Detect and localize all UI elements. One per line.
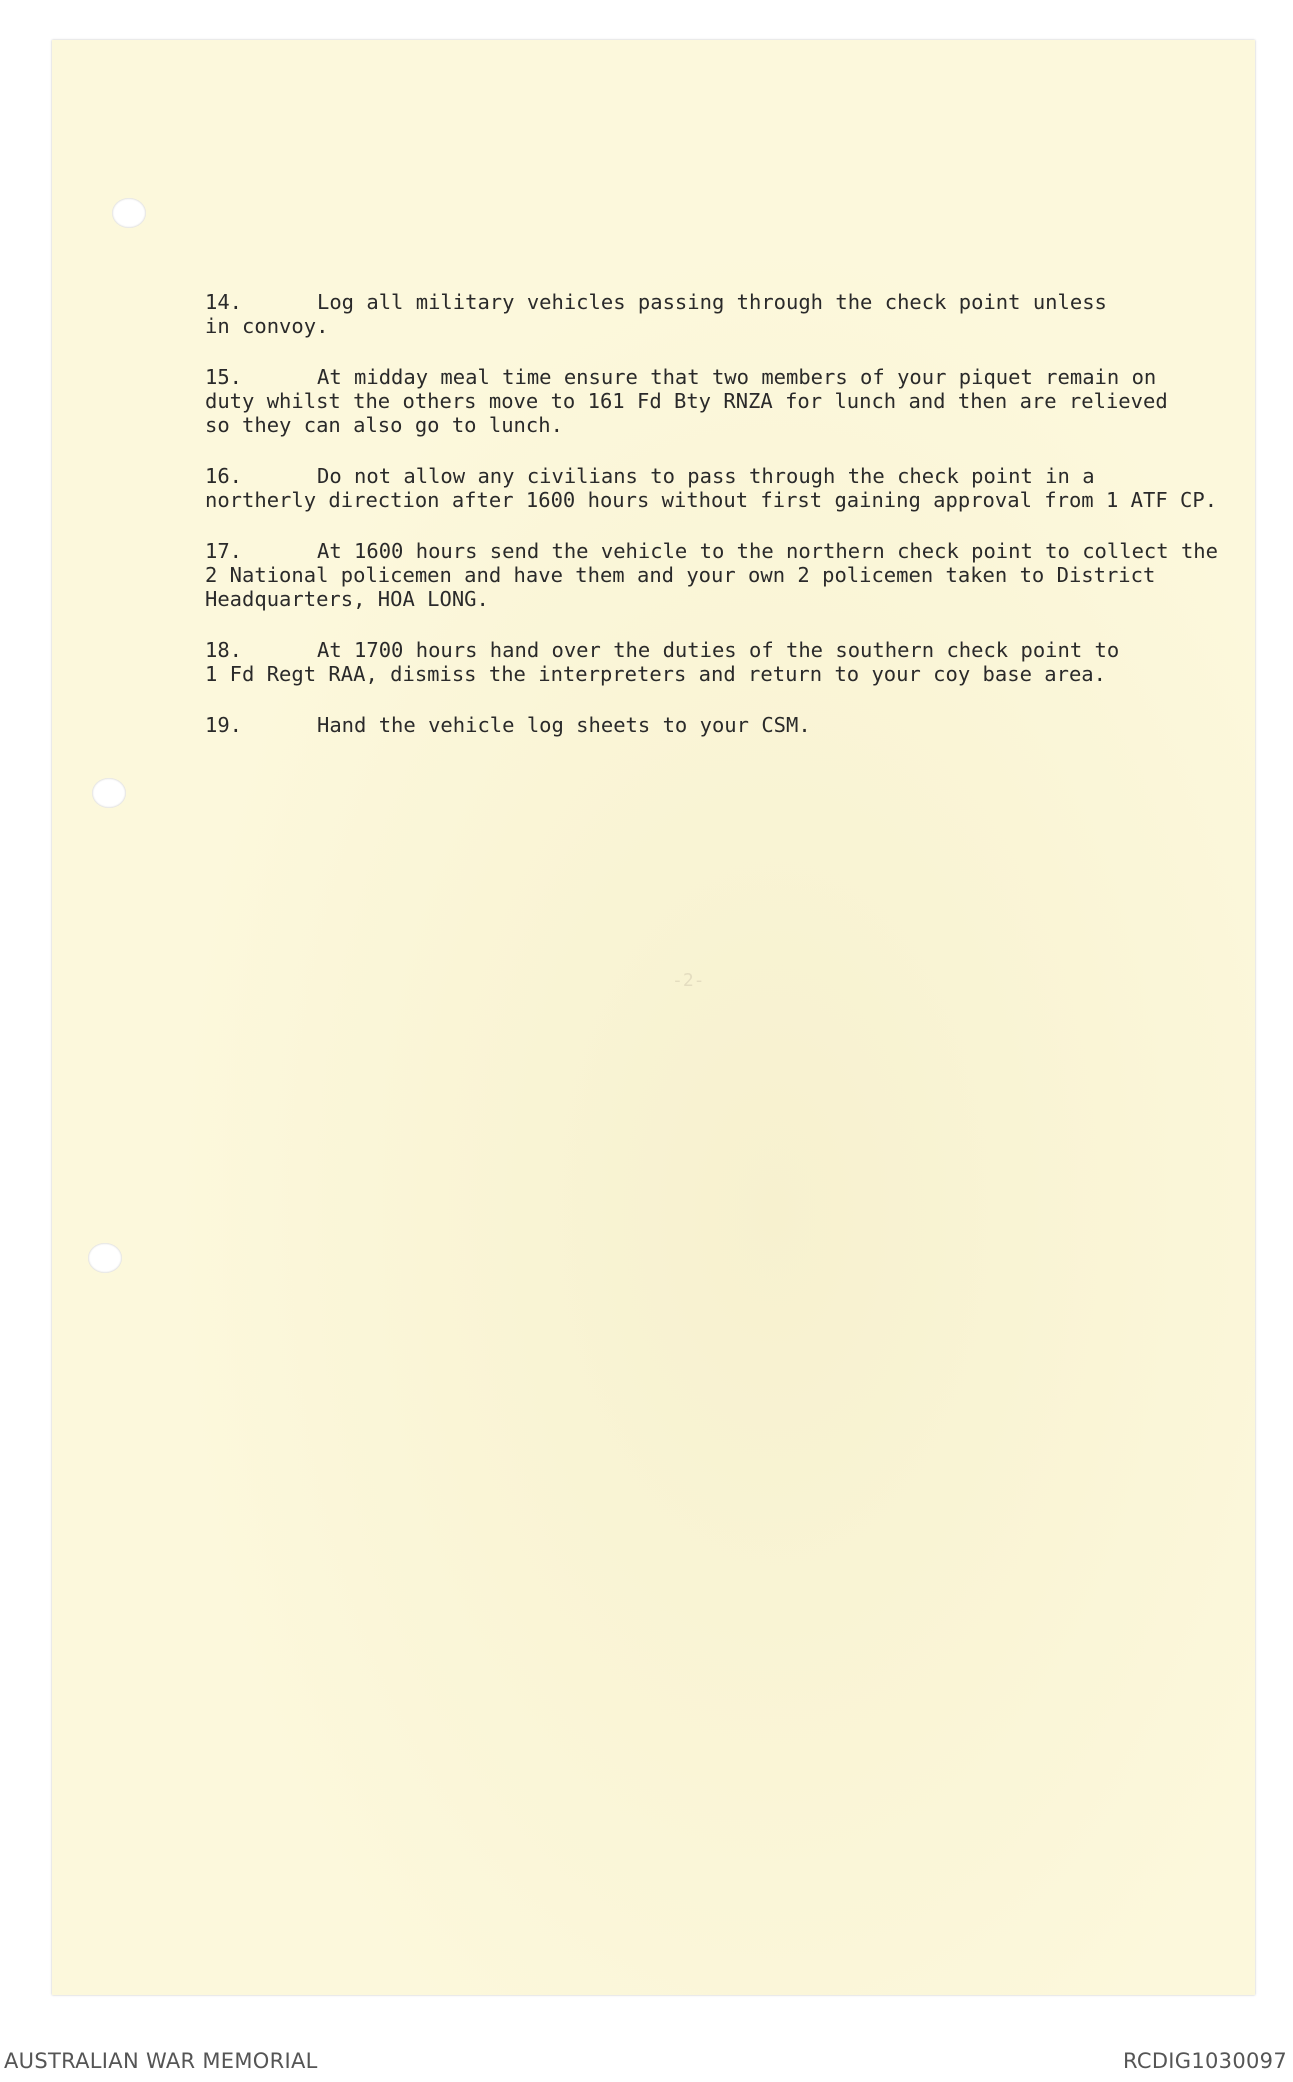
paragraph-line	[205, 539, 1235, 563]
punch-hole-middle	[92, 778, 126, 808]
paragraph-number: 19.	[205, 713, 243, 737]
paragraph-number: 15.	[205, 365, 243, 389]
paragraph-17	[205, 539, 1235, 611]
faint-page-marker: -2-	[672, 970, 705, 991]
paragraph-19	[205, 713, 1235, 737]
paragraph-line	[205, 713, 1235, 737]
paragraph-line	[205, 365, 1235, 389]
document-body	[205, 290, 1235, 764]
paragraph-line	[205, 314, 1235, 338]
paragraph-number: 14.	[205, 290, 243, 314]
paragraph-text: duty whilst the others move to 161 Fd Bty RNZA for lunch and then are relieved	[205, 389, 1168, 413]
paragraph-line	[205, 290, 1235, 314]
paragraph-line	[205, 638, 1235, 662]
paragraph-16	[205, 464, 1235, 512]
punch-hole-top	[112, 198, 146, 228]
paragraph-text: so they can also go to lunch.	[205, 413, 563, 437]
footer-record-id: RCDIG1030097	[1123, 2049, 1287, 2073]
paragraph-line	[205, 563, 1235, 587]
paragraph-text: At 1700 hours hand over the duties of the southern check point to	[317, 638, 1120, 662]
paragraph-text: Log all military vehicles passing through the check point unless	[317, 290, 1107, 314]
paragraph-text: Hand the vehicle log sheets to your CSM.	[317, 713, 811, 737]
paragraph-line	[205, 587, 1235, 611]
footer-archive-name: AUSTRALIAN WAR MEMORIAL	[4, 2049, 318, 2073]
paragraph-number: 18.	[205, 638, 243, 662]
paragraph-text: Headquarters, HOA LONG.	[205, 587, 489, 611]
paragraph-text: 2 National policemen and have them and your own 2 policemen taken to District	[205, 563, 1156, 587]
paragraph-18	[205, 638, 1235, 686]
paragraph-text: northerly direction after 1600 hours without first gaining approval from 1 ATF CP.	[205, 488, 1218, 512]
paragraph-15	[205, 365, 1235, 437]
paragraph-14	[205, 290, 1235, 338]
paragraph-text: Do not allow any civilians to pass through the check point in a	[317, 464, 1095, 488]
punch-hole-bottom	[88, 1243, 122, 1273]
paragraph-number: 16.	[205, 464, 243, 488]
paragraph-text: At 1600 hours send the vehicle to the northern check point to collect the	[317, 539, 1218, 563]
paragraph-line	[205, 488, 1235, 512]
paragraph-line	[205, 413, 1235, 437]
paragraph-line	[205, 662, 1235, 686]
paragraph-number: 17.	[205, 539, 243, 563]
paragraph-text: At midday meal time ensure that two members of your piquet remain on	[317, 365, 1157, 389]
paragraph-text: in convoy.	[205, 314, 329, 338]
paragraph-text: 1 Fd Regt RAA, dismiss the interpreters and return to your coy base area.	[205, 662, 1106, 686]
paragraph-line	[205, 389, 1235, 413]
paragraph-line	[205, 464, 1235, 488]
